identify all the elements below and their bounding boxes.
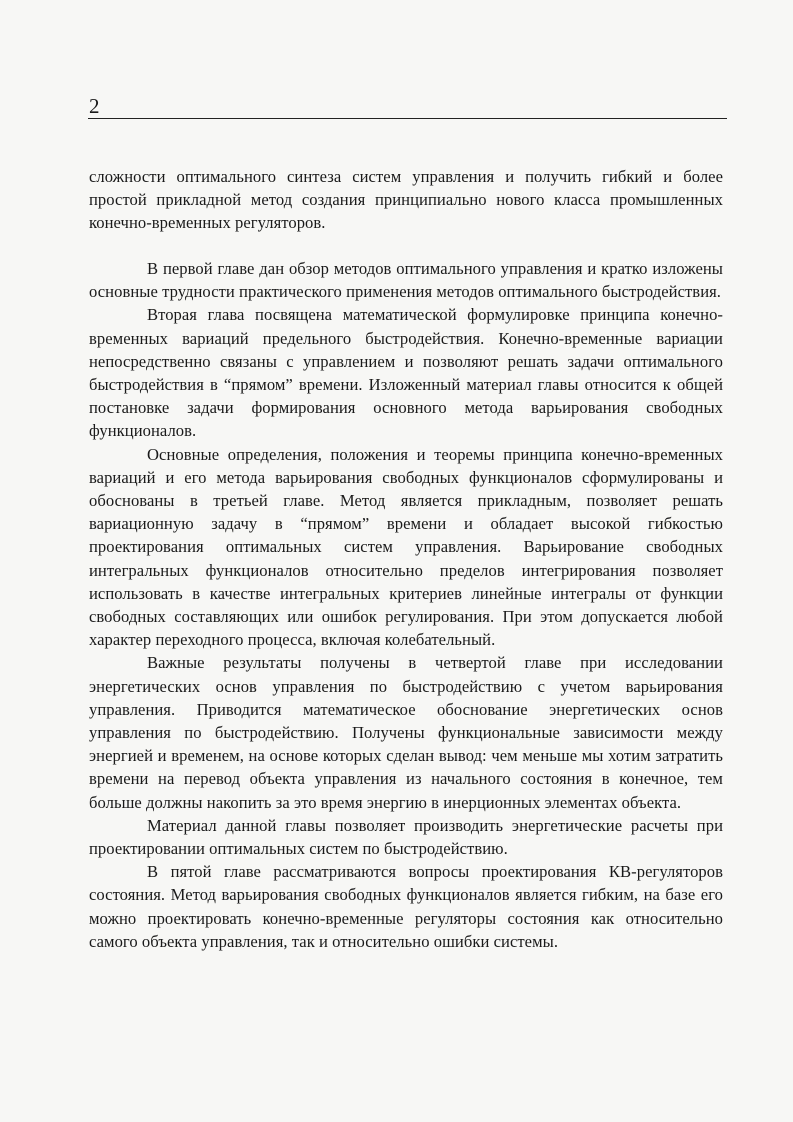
text-block-main: [89, 257, 723, 953]
paragraph-chapter-5: В пятой главе рассматриваются вопросы проектирования КВ-регуляторов состояния. Метод варьирования свободных функционалов является гибким, на базе его можно проектировать конечно-временные регуляторы состояния как относительно самого объекта управления, так и относительно ошибки системы.: [89, 862, 723, 951]
paragraph-chapter-2: Вторая глава посвящена математической формулировке принципа конечно-временных вариаций предельного быстродействия. Конечно-временные вариации непосредственно связаны с управлением и позволяют решать задачи оптимального быстродействия в “прямом” времени. Изложенный материал главы относится к общей постановке задачи формирования основного метода варьирования свободных функционалов.: [89, 305, 723, 441]
paragraph-chapter-4: Важные результаты получены в четвертой главе при исследовании энергетических основ управления по быстродействию с учетом варьирования управления. Приводится математическое обоснование энергетических основ управления по быстродействию. Получены функциональные зависимости между энергией и временем, на основе которых сделан вывод: чем меньше мы хотим затратить времени на перевод объекта управления из начального состояния в конечное, тем больше должны накопить за это время энергию в инерционных элементах объекта.: [89, 653, 723, 812]
paragraph-chapter-4-energy: Материал данной главы позволяет производить энергетические расчеты при проектировании оптимальных систем по быстродействию.: [89, 815, 723, 859]
page-number: 2: [89, 94, 100, 118]
header-rule: [88, 118, 727, 119]
paragraph-continuation: сложности оптимального синтеза систем управления и получить гибкий и более простой прикладной метод создания принципиально нового класса промышленных конечно-временных регуляторов.: [89, 167, 723, 233]
text-block-intro: [89, 165, 723, 235]
paragraph-chapter-1: В первой главе дан обзор методов оптимального управления и кратко изложены основные трудности практического применения методов оптимального быстродействия.: [89, 259, 723, 302]
paragraph-chapter-3: Основные определения, положения и теоремы принципа конечно-временных вариаций и его метода варьирования свободных функционалов сформулированы и обоснованы в третьей главе. Метод является прикладным, позволяет решать вариационную задачу в “прямом” времени и обладает высокой гибкостью проектирования оптимальных систем управления. Варьирование свободных интегральных функционалов относительно пределов интегрирования позволяет использовать в качестве интегральных критериев линейные интегралы от функции свободных составляющих или ошибок регулирования. При этом допускается любой характер переходного процесса, включая колебательный.: [89, 444, 723, 650]
